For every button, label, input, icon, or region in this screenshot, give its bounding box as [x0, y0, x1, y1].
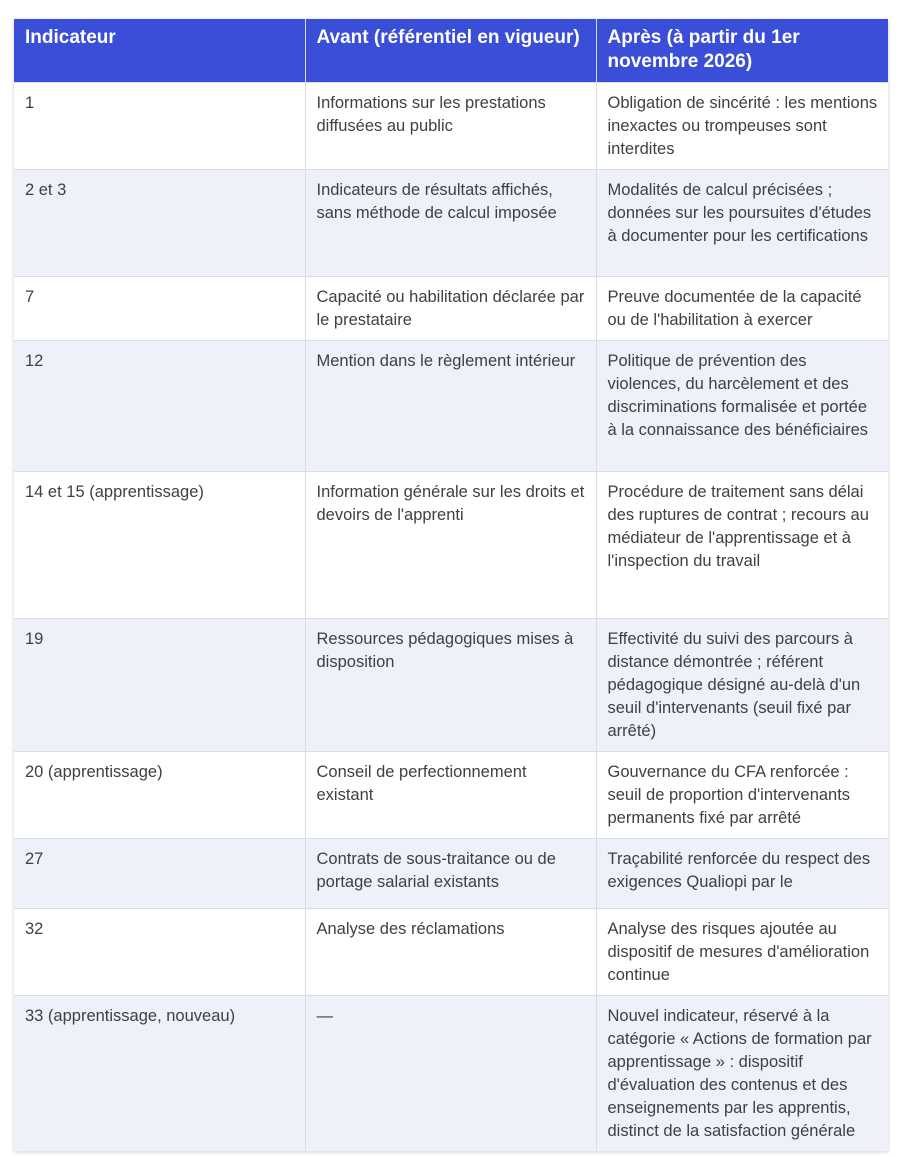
cell-indicateur: 32	[14, 909, 305, 996]
cell-apres: Nouvel indicateur, réservé à la catégorie « Actions de formation par apprentissage » : dispositif d'évaluation des contenus et des enseignements par les apprentis, distinct de la satisfaction générale	[596, 996, 888, 1152]
cell-apres: Analyse des risques ajoutée au dispositif de mesures d'amélioration continue	[596, 909, 888, 996]
cell-apres: Preuve documentée de la capacité ou de l'habilitation à exercer	[596, 277, 888, 341]
table-body	[14, 83, 888, 1152]
cell-apres: Traçabilité renforcée du respect des exigences Qualiopi par le	[596, 839, 888, 909]
cell-avant: Ressources pédagogiques mises à disposition	[305, 619, 596, 752]
header-avant: Avant (référentiel en vigueur)	[305, 19, 596, 83]
cell-avant: —	[305, 996, 596, 1152]
table-row	[14, 277, 888, 341]
cell-avant: Contrats de sous-traitance ou de portage salarial existants	[305, 839, 596, 909]
cell-indicateur: 14 et 15 (apprentissage)	[14, 472, 305, 619]
cell-apres: Effectivité du suivi des parcours à distance démontrée ; référent pédagogique désigné au-delà d'un seuil d'intervenants (seuil fixé par arrêté)	[596, 619, 888, 752]
cell-apres: Procédure de traitement sans délai des ruptures de contrat ; recours au médiateur de l'apprentissage et à l'inspection du travail	[596, 472, 888, 619]
table-row	[14, 472, 888, 619]
cell-avant: Information générale sur les droits et devoirs de l'apprenti	[305, 472, 596, 619]
table-row	[14, 996, 888, 1152]
cell-indicateur: 1	[14, 83, 305, 170]
cell-avant: Capacité ou habilitation déclarée par le prestataire	[305, 277, 596, 341]
table-row	[14, 619, 888, 752]
cell-apres: Politique de prévention des violences, du harcèlement et des discriminations formalisée et portée à la connaissance des bénéficiaires	[596, 341, 888, 472]
comparison-table	[14, 19, 888, 1151]
cell-apres: Gouvernance du CFA renforcée : seuil de proportion d'intervenants permanents fixé par arrêté	[596, 752, 888, 839]
cell-avant: Indicateurs de résultats affichés, sans méthode de calcul imposée	[305, 170, 596, 277]
cell-indicateur: 2 et 3	[14, 170, 305, 277]
cell-avant: Analyse des réclamations	[305, 909, 596, 996]
cell-indicateur: 27	[14, 839, 305, 909]
header-apres: Après (à partir du 1er novembre 2026)	[596, 19, 888, 83]
cell-indicateur: 7	[14, 277, 305, 341]
table-row	[14, 341, 888, 472]
cell-avant: Conseil de perfectionnement existant	[305, 752, 596, 839]
comparison-table-container	[14, 19, 888, 1151]
cell-indicateur: 19	[14, 619, 305, 752]
table-header	[14, 19, 888, 83]
table-row	[14, 909, 888, 996]
cell-avant: Mention dans le règlement intérieur	[305, 341, 596, 472]
cell-avant: Informations sur les prestations diffusées au public	[305, 83, 596, 170]
table-row	[14, 170, 888, 277]
header-indicateur: Indicateur	[14, 19, 305, 83]
cell-indicateur: 12	[14, 341, 305, 472]
cell-apres: Modalités de calcul précisées ; données sur les poursuites d'études à documenter pour les certifications	[596, 170, 888, 277]
cell-apres: Obligation de sincérité : les mentions inexactes ou trompeuses sont interdites	[596, 83, 888, 170]
table-row	[14, 752, 888, 839]
header-row	[14, 19, 888, 83]
table-row	[14, 83, 888, 170]
cell-indicateur: 33 (apprentissage, nouveau)	[14, 996, 305, 1152]
cell-indicateur: 20 (apprentissage)	[14, 752, 305, 839]
table-row	[14, 839, 888, 909]
